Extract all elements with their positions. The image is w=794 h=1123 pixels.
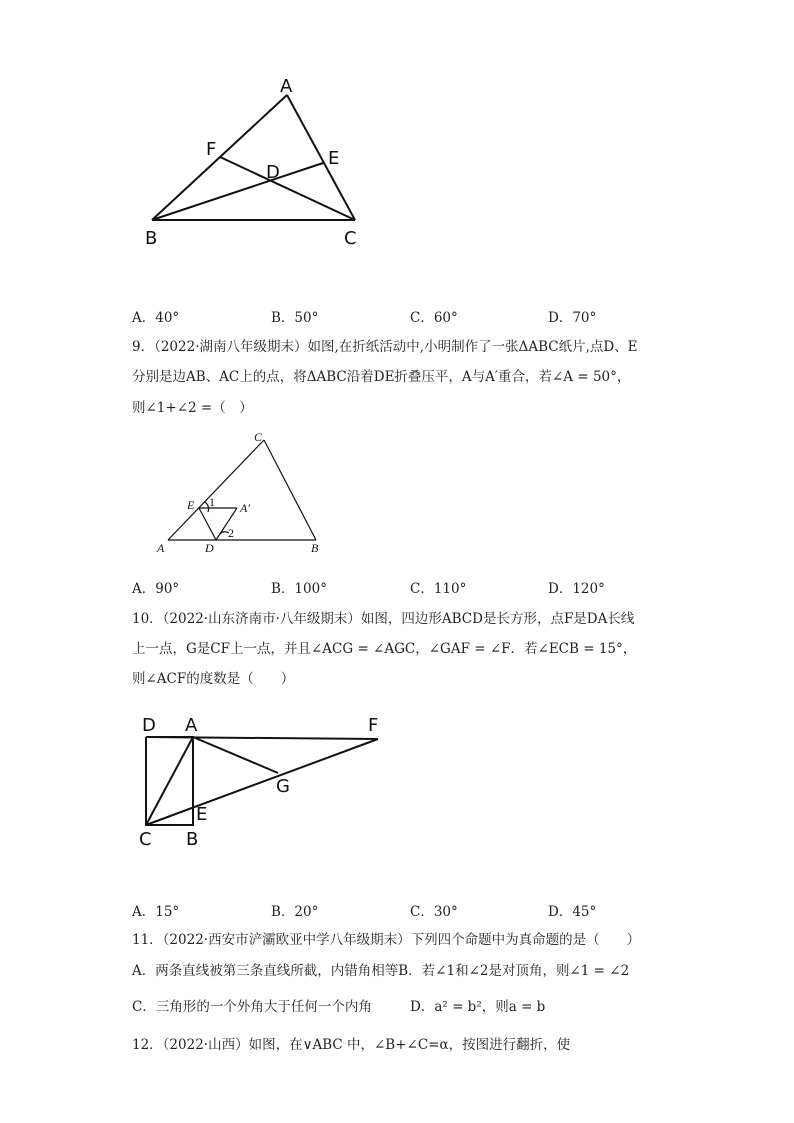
fig10-label-E: E (196, 804, 208, 825)
q10-option-a[interactable]: A．15° (132, 904, 180, 920)
q11-text-line1: 11．（2022·西安市浐灞欧亚中学八年级期末）下列四个命题中为真命题的是（ ） (132, 932, 641, 948)
q11-option-a-b[interactable]: A．两条直线被第三条直线所截，内错角相等B．若∠1和∠2是对顶角，则∠1 = ∠2 (132, 963, 630, 979)
fig8-label-E: E (328, 148, 340, 169)
fig10-label-D: D (142, 715, 156, 736)
q12-text-line1: 12．（2022·山西）如图，在∨ABC 中，∠B+∠C=α，按图进行翻折，使 (132, 1037, 571, 1053)
q9-text-line3: 则∠1+∠2 =（ ） (132, 400, 253, 416)
q10-text-line1: 10．（2022·山东济南市·八年级期末）如图，四边形ABCD是长方形，点F是DA长线 (132, 611, 635, 627)
fig9-label-Aprime: A′ (240, 501, 250, 515)
fig10-label-G: G (276, 776, 290, 797)
fig10-label-B: B (186, 829, 199, 850)
fig8-label-B: B (145, 228, 158, 249)
q11-option-c[interactable]: C．三角形的一个外角大于任何一个内角 (132, 999, 372, 1015)
fig10-label-A: A (185, 715, 198, 736)
q9-option-c[interactable]: C．110° (410, 581, 467, 597)
q10-text-line3: 则∠ACF的度数是（ ） (132, 671, 295, 687)
q8-option-b[interactable]: B．50° (271, 310, 319, 326)
fig10-label-C: C (139, 829, 152, 850)
q9-option-a[interactable]: A．90° (132, 581, 180, 597)
fig9-label-D: D (205, 541, 214, 555)
fig9-label-A: A (157, 541, 165, 555)
fig9-label-C: C (254, 430, 263, 444)
q8-option-d[interactable]: D．70° (548, 310, 597, 326)
fig9-label-B: B (311, 541, 319, 555)
fig9-label-1: 1 (209, 495, 215, 509)
q11-option-d[interactable]: D．a² = b²，则a = b (410, 999, 546, 1015)
fig9-label-2: 2 (228, 526, 234, 540)
q9-text-line1: 9．（2022·湖南八年级期末）如图,在折纸活动中,小明制作了一张ΔABC纸片,点D、E (132, 339, 638, 355)
fig8-label-C: C (344, 228, 357, 249)
fig8-label-F: F (206, 139, 217, 160)
q10-text-line2: 上一点，G是CF上一点，并且∠ACG = ∠AGC，∠GAF = ∠F．若∠ECB = 15°， (132, 641, 637, 657)
q9-option-d[interactable]: D．120° (548, 581, 605, 597)
q10-option-b[interactable]: B．20° (271, 904, 319, 920)
fig8-label-A: A (280, 76, 293, 97)
fig9-label-E: E (187, 498, 195, 512)
fig10-label-F: F (368, 715, 379, 736)
q8-option-c[interactable]: C．60° (410, 310, 458, 326)
q9-option-b[interactable]: B．100° (271, 581, 327, 597)
q8-option-a[interactable]: A．40° (132, 310, 180, 326)
fig8-label-D: D (266, 162, 280, 183)
q10-option-d[interactable]: D．45° (548, 904, 597, 920)
q9-text-line2: 分别是边AB、AC上的点，将ΔABC沿着DE折叠压平，A与A′重合，若∠A = 50°， (132, 369, 631, 385)
q10-option-c[interactable]: C．30° (410, 904, 458, 920)
